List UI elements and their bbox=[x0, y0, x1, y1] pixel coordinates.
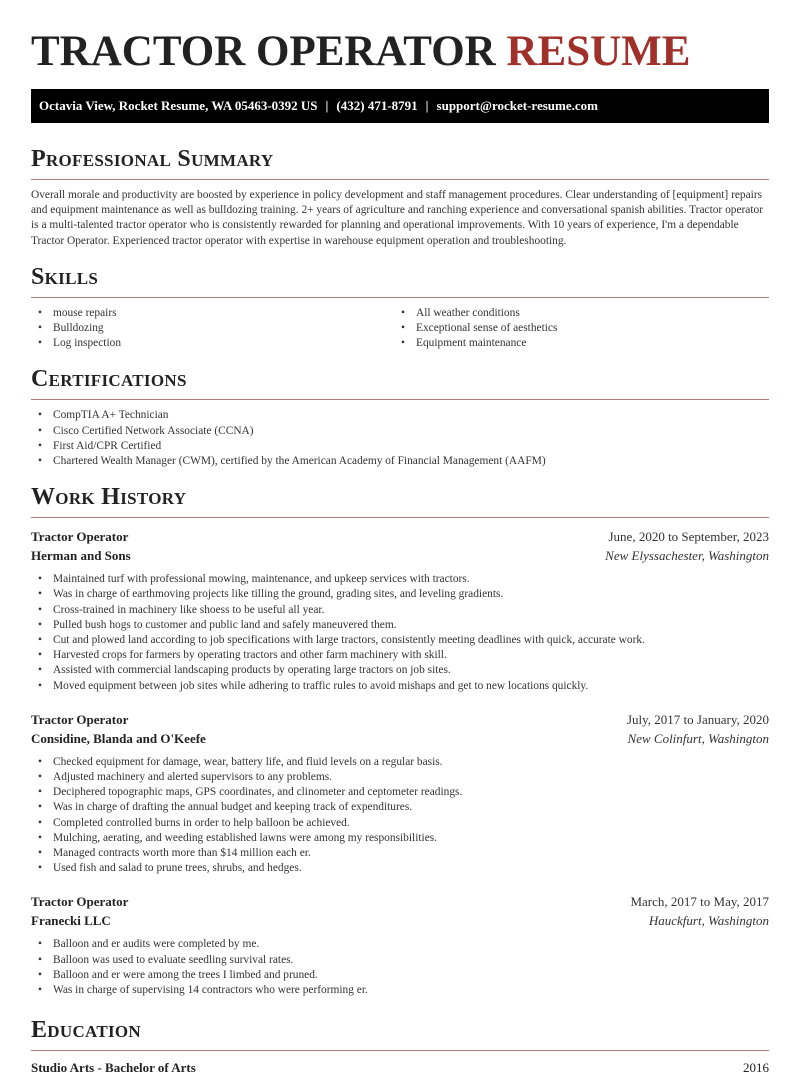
resume-title bbox=[31, 0, 769, 73]
certification-item: • Chartered Wealth Manager (CWM), certified by the American Academy of Financial Management (AAFM) bbox=[31, 454, 769, 469]
job-company: Considine, Blanda and O'Keefe bbox=[31, 730, 206, 746]
job-bullet: • Cut and plowed land according to job specifications with large tractors, consistently meeting deadlines with quick, accurate work. bbox=[31, 633, 769, 648]
job-title: Tractor Operator bbox=[31, 894, 129, 910]
certifications-heading: Certifications bbox=[31, 367, 769, 400]
skill-item: • All weather conditions bbox=[394, 306, 769, 321]
certification-item: • First Aid/CPR Certified bbox=[31, 439, 769, 454]
job-bullet: • Balloon and er were among the trees I limbed and pruned. bbox=[31, 968, 769, 983]
contact-separator: | bbox=[425, 98, 429, 113]
job-bullet: • Maintained turf with professional mowing, maintenance, and upkeep services with tractors. bbox=[31, 572, 769, 587]
job-bullet: • Balloon and er audits were completed by me. bbox=[31, 937, 769, 952]
skill-item: • Equipment maintenance bbox=[394, 336, 769, 351]
job-bullet: • Was in charge of supervising 14 contractors who were performing er. bbox=[31, 983, 769, 998]
job-bullet: • Was in charge of earthmoving projects like tilling the ground, grading sites, and leveling gradients. bbox=[31, 587, 769, 602]
certifications-list bbox=[31, 408, 769, 469]
skills-list-right bbox=[394, 306, 769, 352]
title-main: TRACTOR OPERATOR bbox=[31, 28, 496, 75]
contact-bar bbox=[31, 89, 769, 123]
certification-item: • CompTIA A+ Technician bbox=[31, 408, 769, 423]
summary-text: Overall morale and productivity are boosted by experience in policy development and staff management procedures. Clear understanding of [equipment] repairs and equipment maintenance as well as bulldozing training. 2+ years of agriculture and ranching experience and conversational spanish abilities. Tractor operator is a multi-talented tractor operator who is consistently rewarded for planning and operational improvements. With 10 years of experience, I'm a dependable Tractor Operator. Experienced tractor operator with expertise in warehouse equipment operation and troubleshooting. bbox=[31, 189, 764, 247]
job-location: Hauckfurt, Washington bbox=[648, 913, 769, 929]
job-entry bbox=[31, 528, 769, 694]
job-bullet: • Managed contracts worth more than $14 million each er. bbox=[31, 846, 769, 861]
job-bullets bbox=[31, 572, 769, 694]
job-bullet: • Pulled bush hogs to customer and public land and safely maneuvered them. bbox=[31, 618, 769, 633]
job-company-row bbox=[31, 912, 769, 930]
job-header-row bbox=[31, 528, 769, 546]
skill-item: • mouse repairs bbox=[31, 306, 394, 321]
education-heading: Education bbox=[31, 1018, 769, 1051]
skills-section bbox=[31, 265, 769, 352]
certifications-section bbox=[31, 367, 769, 469]
job-bullet: • Moved equipment between job sites while adhering to traffic rules to avoid mishaps and get to new locations quickly. bbox=[31, 679, 769, 694]
education-degree: Studio Arts - Bachelor of Arts bbox=[31, 1060, 196, 1076]
job-dates: June, 2020 to September, 2023 bbox=[608, 529, 769, 545]
skill-item: • Exceptional sense of aesthetics bbox=[394, 321, 769, 336]
contact-separator: | bbox=[325, 98, 329, 113]
skills-grid bbox=[31, 306, 769, 352]
education-section bbox=[31, 1018, 769, 1077]
education-year: 2016 bbox=[743, 1060, 769, 1076]
job-bullets bbox=[31, 755, 769, 877]
job-location: New Colinfurt, Washington bbox=[627, 730, 769, 746]
summary-heading: Professional Summary bbox=[31, 147, 769, 180]
work-history-section bbox=[31, 485, 769, 998]
job-bullet: • Deciphered topographic maps, GPS coordinates, and clinometer and ceptometer readings. bbox=[31, 785, 769, 800]
work-history-heading: Work History bbox=[31, 485, 769, 518]
summary-section bbox=[31, 147, 769, 249]
contact-phone[interactable]: (432) 471-8791 bbox=[336, 98, 418, 113]
skills-list-left bbox=[31, 306, 394, 352]
job-bullet: • Assisted with commercial landscaping products by operating large tractors on job sites. bbox=[31, 663, 769, 678]
job-bullets bbox=[31, 937, 769, 998]
job-location: New Elyssachester, Washington bbox=[605, 548, 769, 564]
job-company-row bbox=[31, 730, 769, 748]
job-title: Tractor Operator bbox=[31, 711, 129, 727]
job-dates: March, 2017 to May, 2017 bbox=[630, 894, 769, 910]
job-entry bbox=[31, 893, 769, 998]
skill-item: • Log inspection bbox=[31, 336, 394, 351]
job-header-row bbox=[31, 711, 769, 729]
job-dates: July, 2017 to January, 2020 bbox=[626, 711, 769, 727]
job-bullet: • Harvested crops for farmers by operating tractors and other farm machinery with skill. bbox=[31, 648, 769, 663]
job-title: Tractor Operator bbox=[31, 529, 129, 545]
job-bullet: • Adjusted machinery and alerted supervisors to any problems. bbox=[31, 770, 769, 785]
job-company: Franecki LLC bbox=[31, 913, 111, 929]
job-bullet: • Was in charge of drafting the annual budget and keeping track of expenditures. bbox=[31, 800, 769, 815]
job-bullet: • Used fish and salad to prune trees, shrubs, and hedges. bbox=[31, 861, 769, 876]
job-bullet: • Checked equipment for damage, wear, battery life, and fluid levels on a regular basis. bbox=[31, 755, 769, 770]
job-bullet: • Cross-trained in machinery like shoess to be useful all year. bbox=[31, 603, 769, 618]
title-accent: RESUME bbox=[506, 28, 691, 75]
job-company-row bbox=[31, 547, 769, 565]
job-bullet: • Balloon was used to evaluate seedling survival rates. bbox=[31, 953, 769, 968]
job-header-row bbox=[31, 893, 769, 911]
job-bullet: • Mulching, aerating, and weeding established lawns were among my responsibilities. bbox=[31, 831, 769, 846]
certification-item: • Cisco Certified Network Associate (CCNA) bbox=[31, 424, 769, 439]
education-entry bbox=[31, 1059, 769, 1077]
contact-email[interactable]: support@rocket-resume.com bbox=[436, 98, 598, 113]
skills-heading: Skills bbox=[31, 265, 769, 298]
job-entry bbox=[31, 711, 769, 877]
job-company: Herman and Sons bbox=[31, 548, 131, 564]
contact-address: Octavia View, Rocket Resume, WA 05463-0392 US bbox=[39, 98, 318, 113]
job-bullet: • Completed controlled burns in order to help balloon be achieved. bbox=[31, 816, 769, 831]
skill-item: • Bulldozing bbox=[31, 321, 394, 336]
